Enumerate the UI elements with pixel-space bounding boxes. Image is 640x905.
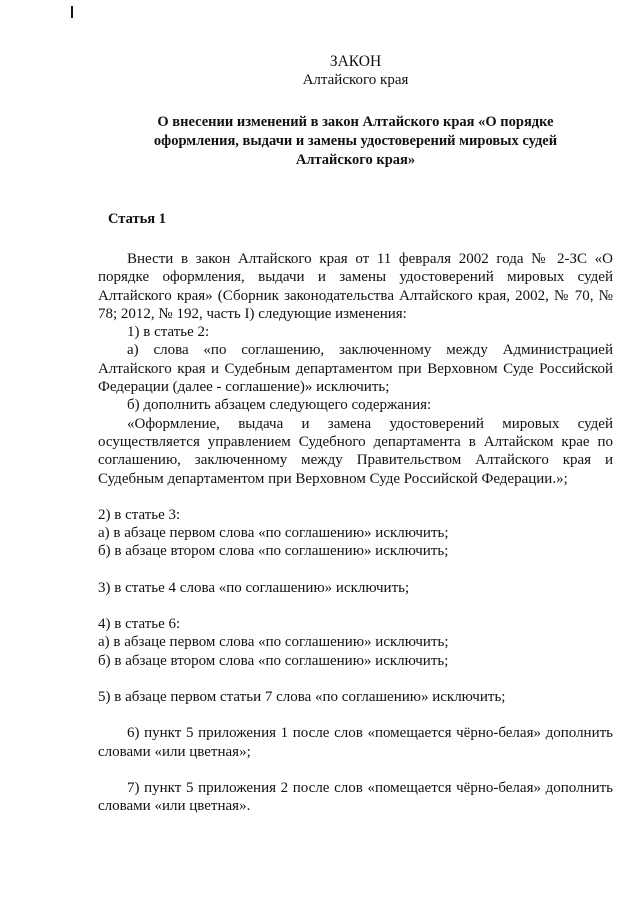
scan-mark [71, 6, 73, 18]
item-5: 5) в абзаце первом статьи 7 слова «по соглашению» исключить; [98, 688, 506, 705]
law-heading: ЗАКОН [329, 53, 382, 70]
item-1: 1) в статье 2: [127, 324, 210, 341]
article-intro: Внести в закон Алтайского края от 11 февраля 2002 года № 2-ЗС «О порядке оформления, выдачи и замены удостоверений мировых судей Алтайского края» (Сборник законодательства Алтайского края, 2002, № 70, № 78; 2012, № 192, часть I) следующие изменения: [98, 251, 613, 322]
law-region: Алтайского края [302, 72, 409, 88]
item-3: 3) в статье 4 слова «по соглашению» исключить; [98, 579, 410, 596]
item-6: 6) пункт 5 приложения 1 после слов «помещается чёрно-белая» дополнить словами «или цветная»; [98, 725, 613, 760]
item-2: 2) в статье 3: [98, 506, 181, 523]
item-2b: б) в абзаце втором слова «по соглашению» исключить; [98, 543, 449, 560]
item-4a: а) в абзаце первом слова «по соглашению» исключить; [98, 634, 449, 651]
law-subject [98, 113, 613, 170]
subject-line: О внесении изменений в закон Алтайского края «О порядке [157, 114, 554, 130]
subject-line: Алтайского края» [295, 152, 416, 168]
item-2a: а) в абзаце первом слова «по соглашению» исключить; [98, 525, 449, 542]
document-page [98, 53, 613, 815]
item-1a: а) слова «по соглашению, заключенному между Администрацией Алтайского края и Судебным департаментом при Верховном Суде Российской Федерации (далее - соглашение)» исключить; [98, 342, 613, 396]
item-7: 7) пункт 5 приложения 2 после слов «помещается чёрно-белая» дополнить словами «или цветная». [98, 779, 613, 815]
item-4: 4) в статье 6: [98, 616, 181, 633]
item-1-quote: «Оформление, выдача и замена удостоверений мировых судей осуществляется управлением Судебного департамента в Алтайском крае по соглашению, заключенному между Правительством Алтайского края и Судебным департаментом при Верховном Суде Российской Федерации.»; [98, 415, 613, 487]
subject-line: оформления, выдачи и замены удостоверений мировых судей [153, 133, 558, 149]
article-title: Статья 1 [108, 211, 166, 227]
item-4b: б) в абзаце втором слова «по соглашению» исключить; [98, 652, 449, 669]
item-1b: б) дополнить абзацем следующего содержания: [127, 397, 432, 414]
